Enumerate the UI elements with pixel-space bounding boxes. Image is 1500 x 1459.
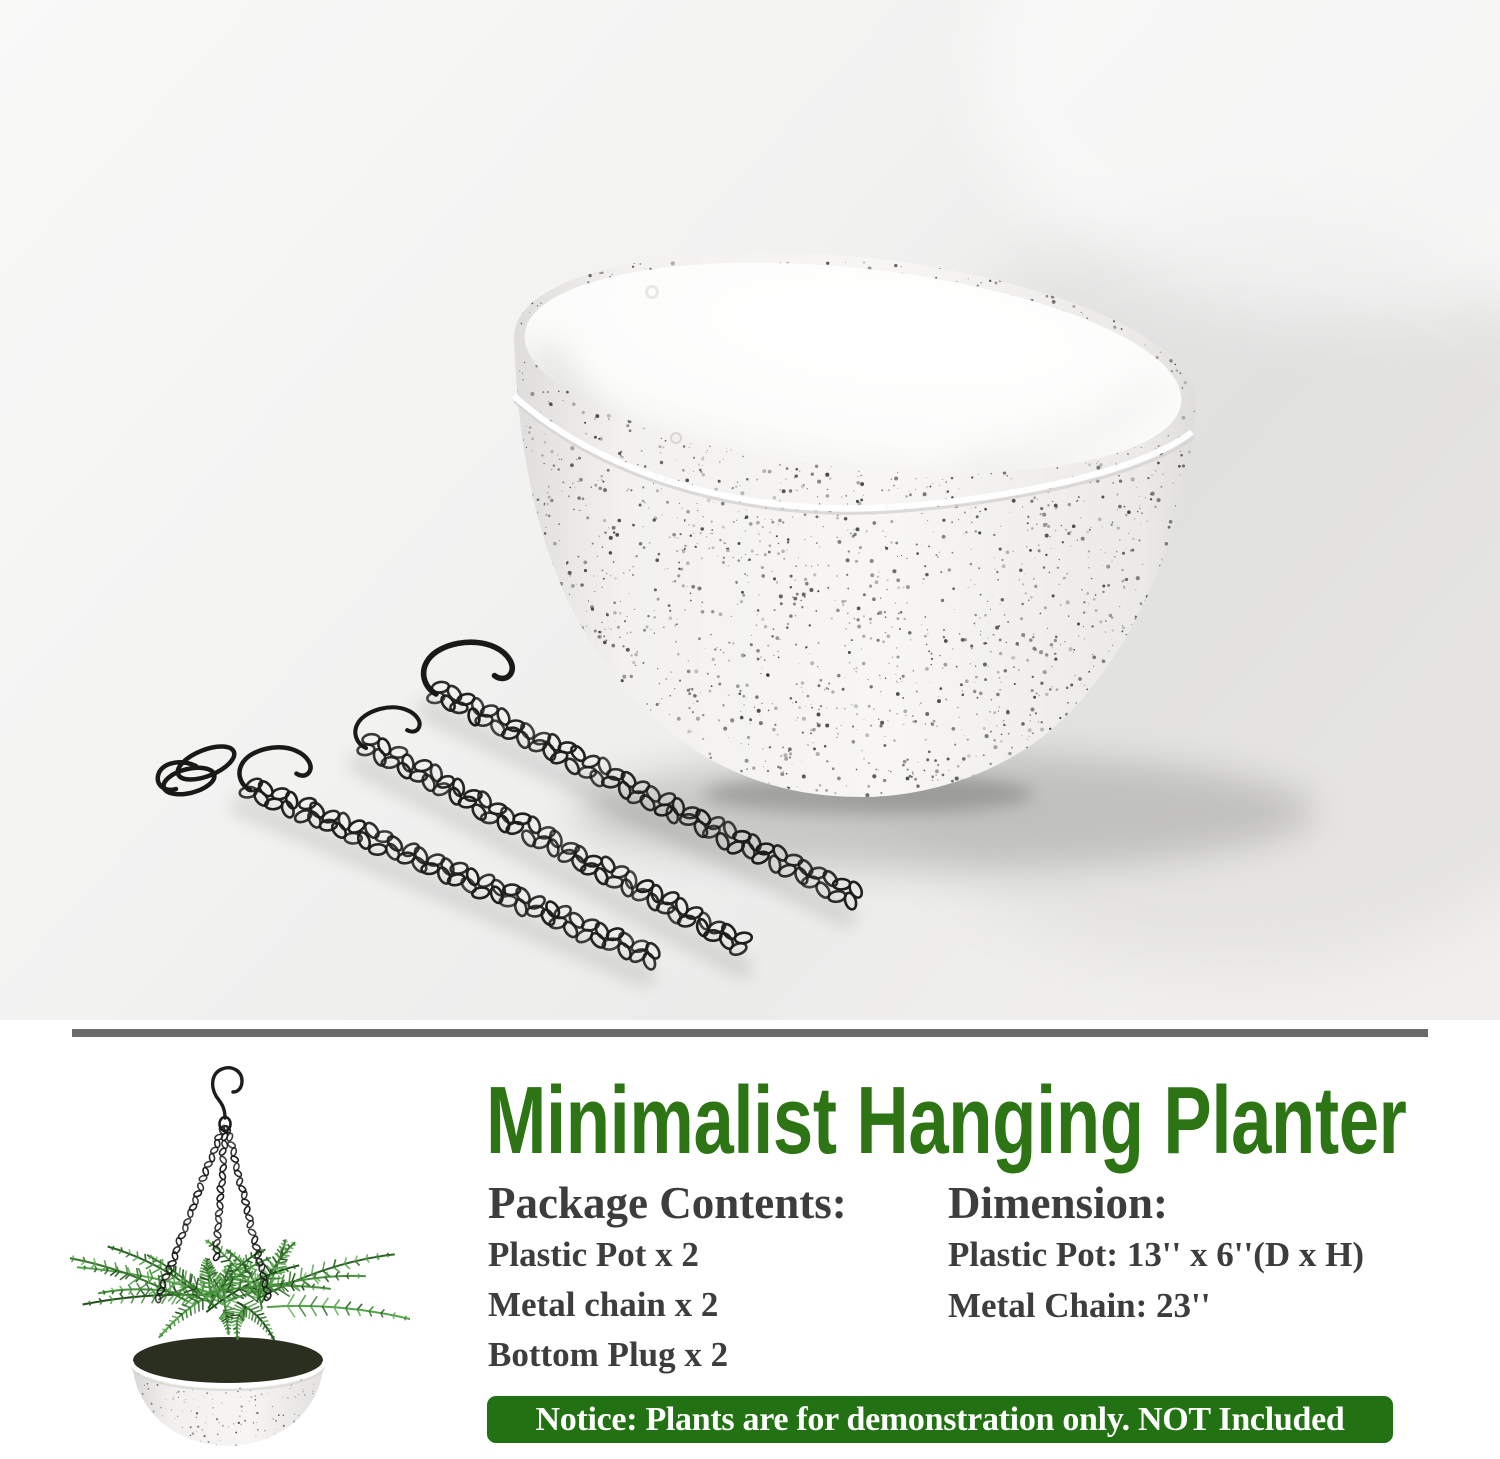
hanging-planter-thumbnail — [70, 1056, 410, 1456]
thumbnail-hook-icon — [213, 1068, 242, 1131]
notice-banner: Notice: Plants are for demonstration only. NOT Included — [487, 1396, 1393, 1443]
dimension-item: Metal Chain: 23'' — [948, 1286, 1211, 1325]
product-title: Minimalist Hanging Planter — [486, 1067, 1407, 1174]
thumbnail-soil — [133, 1337, 323, 1383]
dimension-item: Plastic Pot: 13'' x 6''(D x H) — [948, 1235, 1365, 1274]
package-item: Plastic Pot x 2 — [488, 1235, 699, 1274]
section-divider — [72, 1029, 1428, 1037]
dimension-heading: Dimension: — [948, 1178, 1169, 1228]
rim-hanger-hole — [671, 433, 681, 443]
package-item: Metal chain x 2 — [488, 1285, 719, 1324]
package-item: Bottom Plug x 2 — [488, 1335, 729, 1374]
package-contents-heading: Package Contents: — [488, 1178, 847, 1228]
